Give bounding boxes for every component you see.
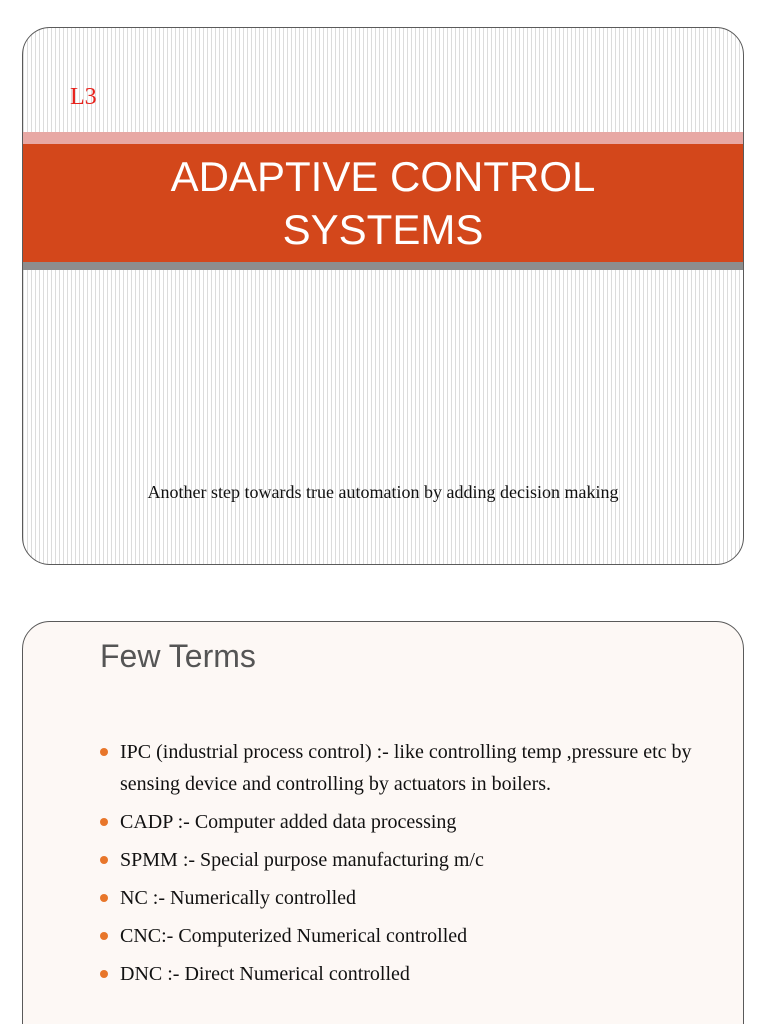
list-item — [100, 958, 700, 990]
section-heading: Few Terms — [100, 638, 256, 674]
divider-stripe — [23, 262, 743, 270]
term-text: CADP :- Computer added data processing — [120, 811, 457, 833]
accent-stripe — [23, 132, 743, 144]
lesson-label: L3 — [70, 84, 97, 110]
bullet-icon — [100, 748, 108, 756]
bullet-icon — [100, 818, 108, 826]
bullet-icon — [100, 970, 108, 978]
bullet-icon — [100, 894, 108, 902]
term-text: NC :- Numerically controlled — [120, 887, 357, 909]
list-item — [100, 920, 700, 952]
term-list — [100, 736, 700, 996]
term-text: SPMM :- Special purpose manufacturing m/c — [120, 849, 484, 871]
term-text: CNC:- Computerized Numerical controlled — [120, 925, 468, 947]
slide-subtitle: Another step towards true automation by adding decision making — [147, 482, 619, 502]
slide-title: ADAPTIVE CONTROL SYSTEMS — [170, 153, 596, 253]
title-band — [23, 144, 743, 262]
terms-slide — [22, 621, 744, 1024]
bullet-icon — [100, 856, 108, 864]
term-text: DNC :- Direct Numerical controlled — [120, 963, 410, 985]
list-item — [100, 844, 700, 876]
title-slide — [22, 27, 744, 565]
bullet-icon — [100, 932, 108, 940]
list-item — [100, 806, 700, 838]
list-item — [100, 882, 700, 914]
term-text: IPC (industrial process control) :- like controlling temp ,pressure etc by sensing device and controlling by actuators in boilers. — [120, 741, 692, 795]
list-item — [100, 736, 700, 800]
